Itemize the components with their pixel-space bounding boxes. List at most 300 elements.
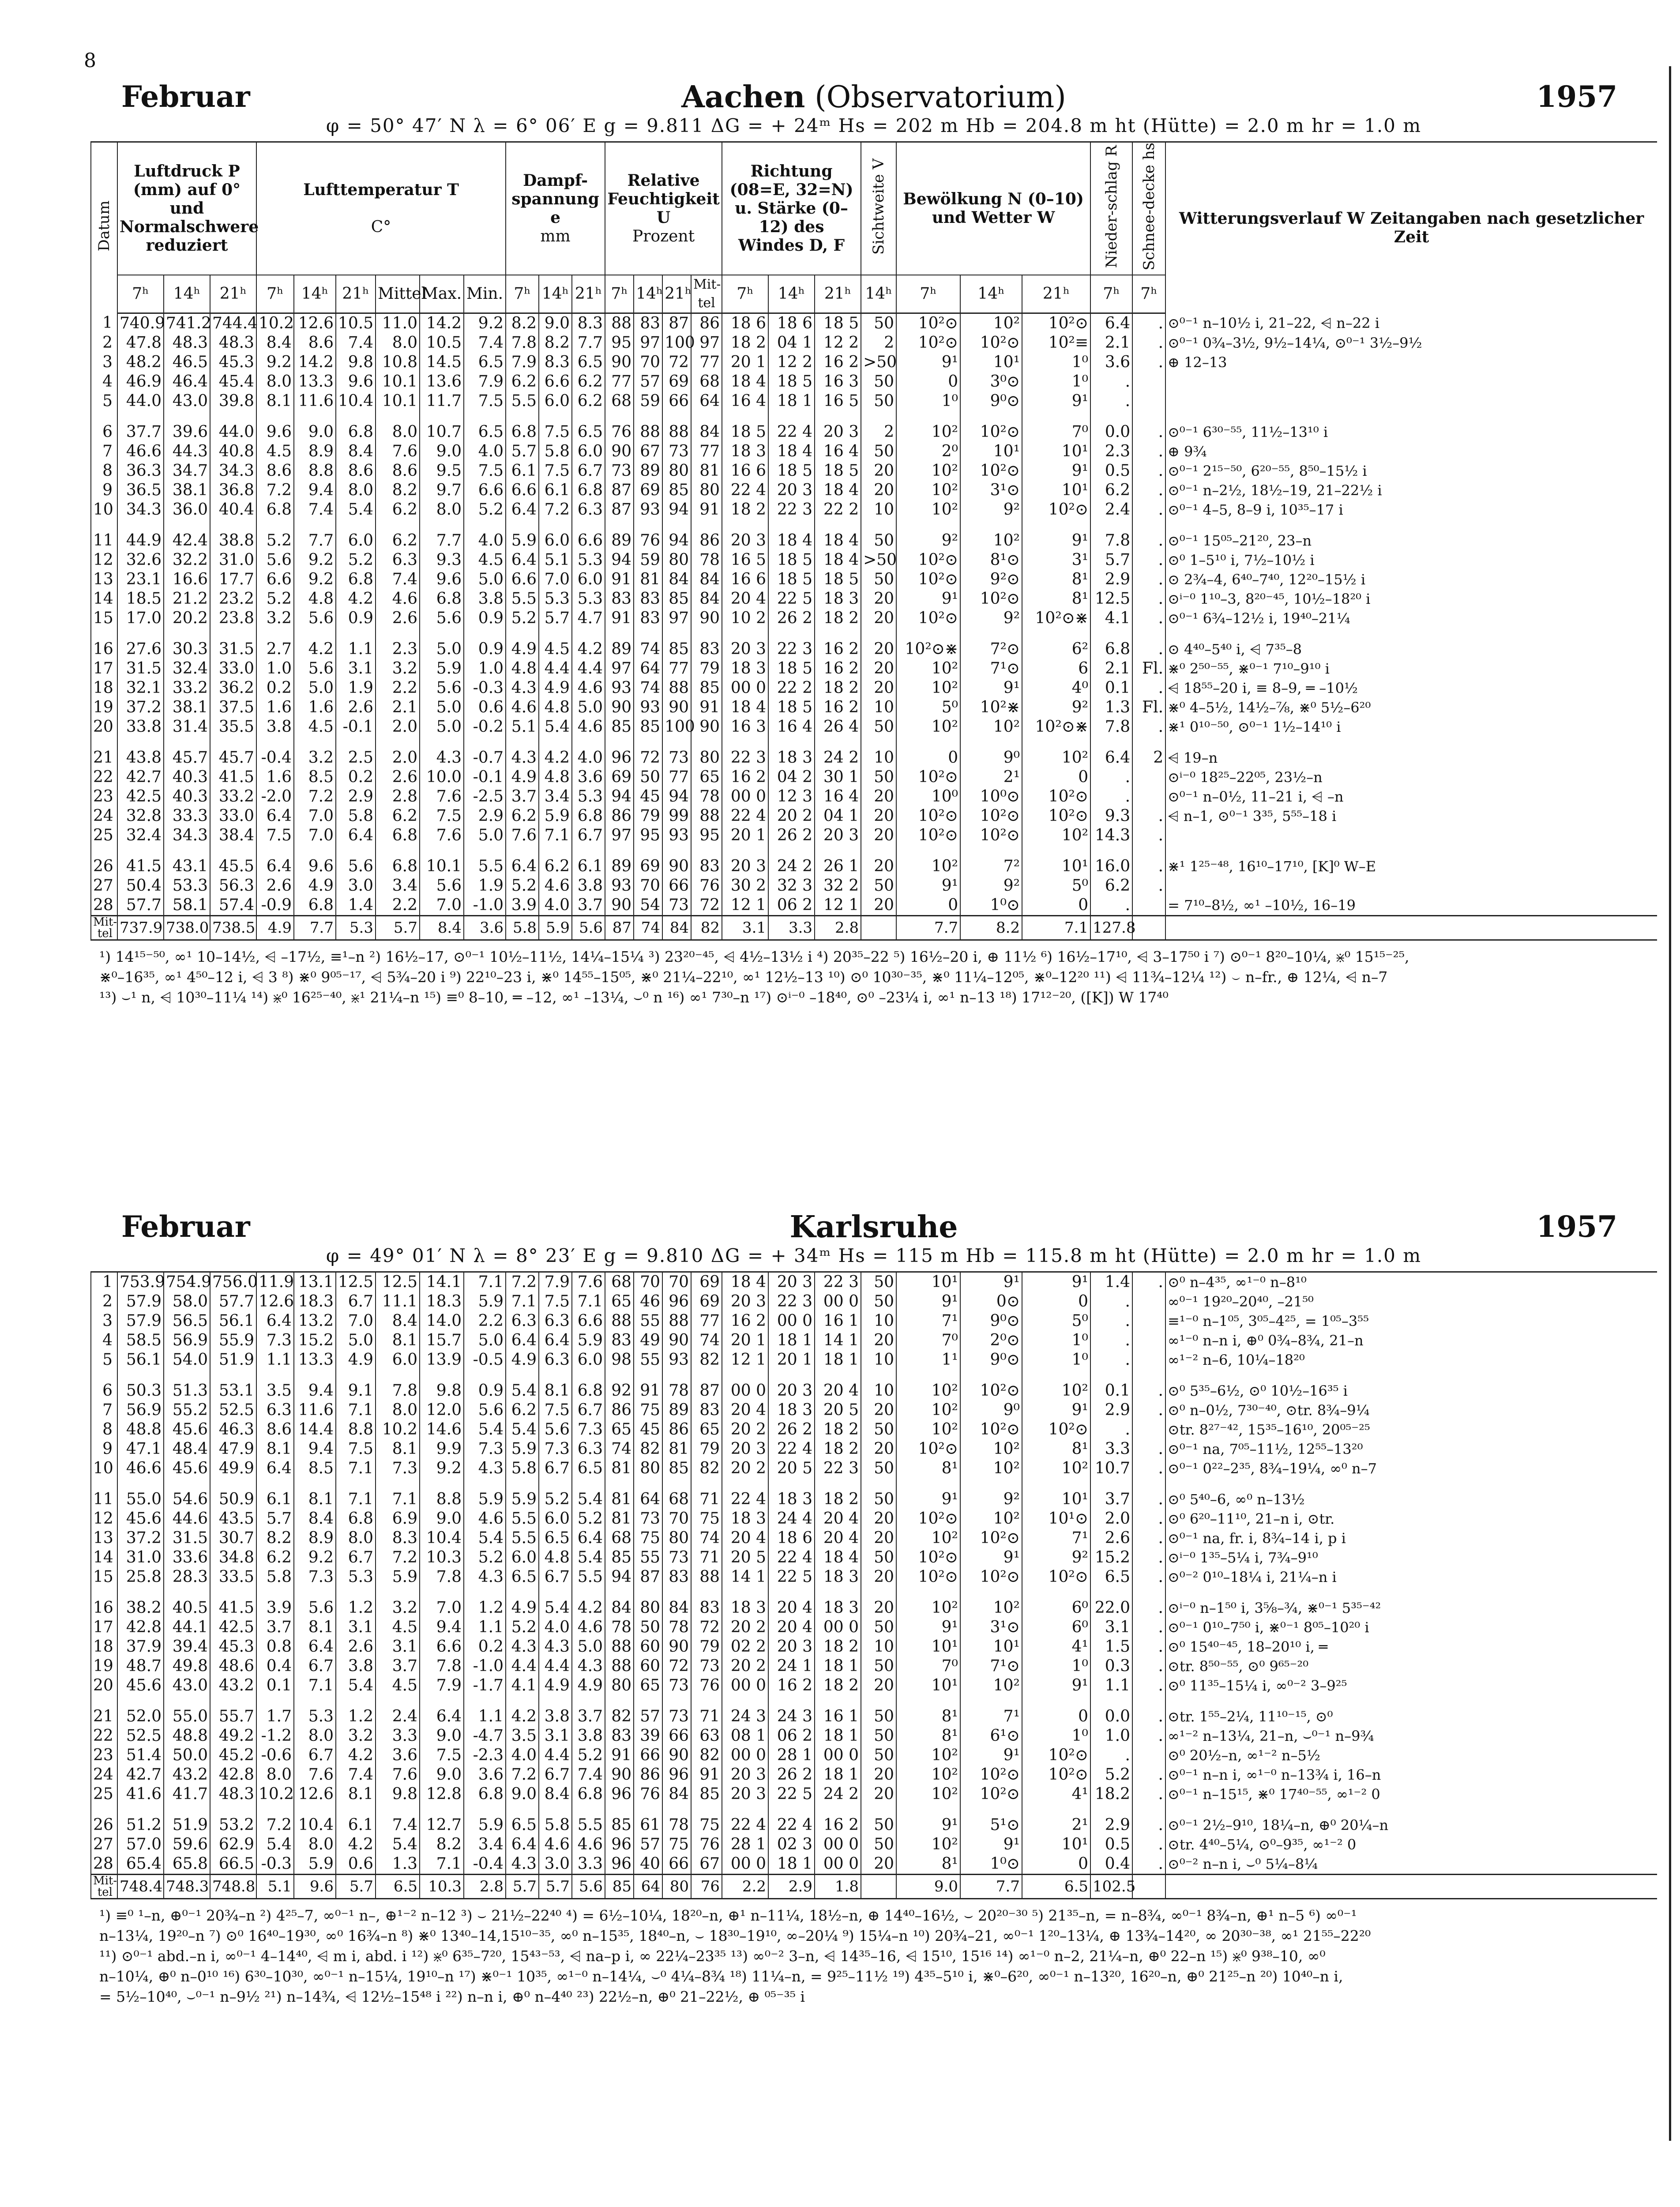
value-cell: . bbox=[1132, 333, 1165, 353]
value-cell: 60 bbox=[634, 1657, 662, 1676]
value-cell: 5.5 bbox=[506, 392, 539, 411]
day-cell: 18 bbox=[91, 678, 117, 698]
value-cell: 9¹ bbox=[960, 1835, 1022, 1854]
value-cell: 4.8 bbox=[539, 698, 572, 717]
value-cell: 34.3 bbox=[164, 826, 210, 845]
value-cell: 1.0 bbox=[464, 659, 506, 678]
value-cell: 57.7 bbox=[210, 1292, 256, 1311]
value-cell: 6⁰ bbox=[1022, 1618, 1090, 1637]
day-cell: 27 bbox=[91, 1835, 117, 1854]
value-cell: 9¹ bbox=[896, 876, 960, 896]
value-cell: 4.3 bbox=[464, 1567, 506, 1587]
table-row bbox=[91, 1272, 1657, 1292]
value-cell: 8.8 bbox=[294, 461, 336, 481]
mean-value: 737.9 bbox=[117, 915, 164, 940]
value-cell: 86 bbox=[634, 1765, 662, 1785]
value-cell: 20 3 bbox=[722, 520, 768, 550]
value-cell: 66 bbox=[662, 1854, 691, 1875]
value-cell: 90 bbox=[691, 609, 722, 628]
value-cell: . bbox=[1132, 1587, 1165, 1618]
value-cell: 8.6 bbox=[256, 1420, 294, 1439]
value-cell: 69 bbox=[691, 1292, 722, 1311]
mean-value: 7.7 bbox=[896, 915, 960, 940]
value-cell: 1⁰ bbox=[896, 392, 960, 411]
value-cell: 7.9 bbox=[506, 353, 539, 372]
value-cell: 22 4 bbox=[722, 1478, 768, 1509]
value-cell: 47.8 bbox=[117, 333, 164, 353]
value-cell: 22 4 bbox=[722, 481, 768, 500]
mean-value: 7.7 bbox=[294, 915, 336, 940]
value-cell: . bbox=[1132, 411, 1165, 442]
day-cell: 12 bbox=[91, 1509, 117, 1529]
value-cell: 7.6 bbox=[376, 442, 420, 461]
table-row bbox=[91, 628, 1657, 659]
value-cell: 8.2 bbox=[256, 1529, 294, 1548]
value-cell: 7² bbox=[960, 845, 1022, 876]
value-cell: 53.3 bbox=[164, 876, 210, 896]
value-cell: 0.1 bbox=[256, 1676, 294, 1695]
value-cell: 6.4 bbox=[539, 1331, 572, 1350]
value-cell: 80 bbox=[691, 737, 722, 768]
aachen-title-bar bbox=[90, 79, 1657, 115]
value-cell: 53.2 bbox=[210, 1804, 256, 1835]
weather-notes-cell: ⋇⁰ 2⁵⁰⁻⁵⁵, ⋇⁰⁻¹ 7¹⁰–9¹⁰ i bbox=[1165, 659, 1657, 678]
value-cell: 20 3 bbox=[722, 1765, 768, 1785]
day-cell: 6 bbox=[91, 1370, 117, 1401]
value-cell: 10²≡ bbox=[1022, 333, 1090, 353]
value-cell: 67 bbox=[691, 1854, 722, 1875]
value-cell: 6.1 bbox=[336, 1804, 376, 1835]
value-cell: 22 5 bbox=[768, 589, 815, 609]
value-cell: 20 3 bbox=[815, 411, 861, 442]
aachen-footnotes bbox=[90, 947, 1657, 1008]
value-cell: 7.4 bbox=[376, 570, 420, 589]
value-cell: 5.6 bbox=[336, 845, 376, 876]
value-cell: 8.3 bbox=[376, 1529, 420, 1548]
value-cell: 6.4 bbox=[294, 1637, 336, 1657]
value-cell: 81 bbox=[605, 1478, 634, 1509]
value-cell: 15.2 bbox=[1090, 1548, 1132, 1567]
table-row bbox=[91, 1459, 1657, 1478]
value-cell: 1.0 bbox=[256, 659, 294, 678]
value-cell: 1.4 bbox=[1090, 1272, 1132, 1292]
value-cell: 6.6 bbox=[506, 570, 539, 589]
day-cell: 10 bbox=[91, 1459, 117, 1478]
value-cell: 8.1 bbox=[376, 1331, 420, 1350]
weather-notes-cell: ⊙⁰⁻¹ 2½–9¹⁰, 18¼–n, ⊕⁰ 20¼–n bbox=[1165, 1804, 1657, 1835]
mean-value bbox=[1132, 915, 1165, 940]
day-cell: 25 bbox=[91, 826, 117, 845]
value-cell: 40 bbox=[634, 1854, 662, 1875]
value-cell: 65 bbox=[691, 1420, 722, 1439]
value-cell: 87 bbox=[605, 481, 634, 500]
value-cell: 0.0 bbox=[1090, 411, 1132, 442]
day-cell: 14 bbox=[91, 1548, 117, 1567]
weather-notes-cell: ∞¹⁻⁰ n–n i, ⊕⁰ 0¾–8¾, 21–n bbox=[1165, 1331, 1657, 1350]
value-cell: 79 bbox=[691, 1439, 722, 1459]
value-cell: 41.7 bbox=[164, 1785, 210, 1804]
mean-value: 738.5 bbox=[210, 915, 256, 940]
value-cell: 82 bbox=[634, 1439, 662, 1459]
value-cell: 80 bbox=[605, 1676, 634, 1695]
value-cell: 4.2 bbox=[294, 628, 336, 659]
value-cell: 16.6 bbox=[164, 570, 210, 589]
value-cell: 754.9 bbox=[164, 1272, 210, 1292]
value-cell: 26 2 bbox=[768, 1765, 815, 1785]
value-cell: 14.1 bbox=[420, 1272, 464, 1292]
value-cell: 33.5 bbox=[210, 1567, 256, 1587]
weather-notes-cell: ⊙tr. 1⁵⁵–2¼, 11¹⁰⁻¹⁵, ⊙⁰ bbox=[1165, 1695, 1657, 1726]
value-cell: 5.4 bbox=[256, 1835, 294, 1854]
value-cell: 20.2 bbox=[164, 609, 210, 628]
value-cell: 73 bbox=[691, 1657, 722, 1676]
value-cell: 7.8 bbox=[1090, 520, 1132, 550]
value-cell: 10 bbox=[861, 1350, 896, 1370]
value-cell: 10² bbox=[896, 411, 960, 442]
mean-value: 8.2 bbox=[960, 915, 1022, 940]
value-cell: 18 5 bbox=[815, 313, 861, 333]
value-cell: 34.8 bbox=[210, 1548, 256, 1567]
value-cell: 7.9 bbox=[539, 1272, 572, 1292]
aachen-month: Februar bbox=[121, 79, 250, 114]
value-cell: 2.2 bbox=[376, 896, 420, 916]
value-cell: 50 bbox=[861, 876, 896, 896]
value-cell: 7²⊙ bbox=[960, 628, 1022, 659]
weather-notes-cell: ∞¹⁻² n–6, 10¼–18²⁰ bbox=[1165, 1350, 1657, 1370]
value-cell: 3.1 bbox=[336, 1618, 376, 1637]
value-cell: -0.9 bbox=[256, 896, 294, 916]
value-cell: 6.4 bbox=[506, 1835, 539, 1854]
value-cell: 5.5 bbox=[506, 1509, 539, 1529]
value-cell: 6.0 bbox=[572, 1350, 605, 1370]
value-cell: 17.7 bbox=[210, 570, 256, 589]
value-cell: 9⁰ bbox=[960, 1401, 1022, 1420]
value-cell: -2.0 bbox=[256, 787, 294, 806]
value-cell: 90 bbox=[691, 717, 722, 737]
value-cell: 43.2 bbox=[210, 1676, 256, 1695]
value-cell: 1.0 bbox=[1090, 1726, 1132, 1746]
value-cell: 16 4 bbox=[768, 717, 815, 737]
value-cell bbox=[1132, 1350, 1165, 1370]
value-cell: 70 bbox=[634, 1272, 662, 1292]
value-cell: 20 3 bbox=[722, 1292, 768, 1311]
value-cell: 90 bbox=[662, 1637, 691, 1657]
value-cell: . bbox=[1132, 1567, 1165, 1587]
value-cell: 2.9 bbox=[1090, 570, 1132, 589]
value-cell: 26 2 bbox=[768, 1420, 815, 1439]
value-cell: 49.9 bbox=[210, 1459, 256, 1478]
value-cell: 10²⊙ bbox=[896, 333, 960, 353]
value-cell: 20 bbox=[861, 609, 896, 628]
value-cell: 6.0 bbox=[336, 520, 376, 550]
value-cell: 9.8 bbox=[376, 1785, 420, 1804]
value-cell: 10 2 bbox=[722, 609, 768, 628]
value-cell: 39.8 bbox=[210, 392, 256, 411]
value-cell: 9.6 bbox=[420, 570, 464, 589]
value-cell: 18 5 bbox=[815, 570, 861, 589]
value-cell: 4.0 bbox=[464, 442, 506, 461]
value-cell: . bbox=[1132, 550, 1165, 570]
value-cell: 12.5 bbox=[336, 1272, 376, 1292]
value-cell: 20 5 bbox=[768, 1459, 815, 1478]
karlsruhe-table-body bbox=[91, 1272, 1657, 1899]
value-cell: 68 bbox=[605, 392, 634, 411]
value-cell: 0.9 bbox=[464, 1370, 506, 1401]
value-cell: 96 bbox=[605, 1835, 634, 1854]
value-cell: 6.8 bbox=[572, 1370, 605, 1401]
value-cell: 10²⊙ bbox=[896, 313, 960, 333]
value-cell: 44.9 bbox=[117, 520, 164, 550]
value-cell: 10.1 bbox=[376, 372, 420, 392]
mean-value: 3.1 bbox=[722, 915, 768, 940]
day-cell: 25 bbox=[91, 1785, 117, 1804]
value-cell: 3.3 bbox=[376, 1726, 420, 1746]
value-cell: 100 bbox=[662, 333, 691, 353]
value-cell: 7.1 bbox=[420, 1854, 464, 1875]
value-cell: 4.6 bbox=[539, 1835, 572, 1854]
value-cell: 7.1 bbox=[572, 1292, 605, 1311]
value-cell: 98 bbox=[605, 1350, 634, 1370]
value-cell: 99 bbox=[662, 806, 691, 826]
value-cell: 06 2 bbox=[768, 1726, 815, 1746]
value-cell: . bbox=[1090, 1331, 1132, 1350]
value-cell: 18 1 bbox=[815, 1657, 861, 1676]
weather-notes-cell: ⊙⁰⁻¹ 0¹⁰–7⁵⁰ i, ⋇⁰⁻¹ 8⁰⁵–10²⁰ i bbox=[1165, 1618, 1657, 1637]
value-cell: 18 2 bbox=[722, 333, 768, 353]
value-cell: 46.5 bbox=[164, 353, 210, 372]
value-cell: 80 bbox=[634, 1587, 662, 1618]
value-cell: 93 bbox=[605, 876, 634, 896]
value-cell: 10²⊙⋇ bbox=[1022, 717, 1090, 737]
value-cell: 10²⊙ bbox=[960, 806, 1022, 826]
value-cell bbox=[1132, 392, 1165, 411]
value-cell: 9¹ bbox=[896, 1618, 960, 1637]
value-cell: 86 bbox=[605, 1401, 634, 1420]
value-cell: 0.8 bbox=[256, 1637, 294, 1657]
value-cell: 74 bbox=[634, 678, 662, 698]
value-cell: 8¹ bbox=[1022, 570, 1090, 589]
value-cell: 59.6 bbox=[164, 1835, 210, 1854]
value-cell: -0.3 bbox=[256, 1854, 294, 1875]
value-cell: 2.2 bbox=[464, 1311, 506, 1331]
value-cell: 9¹ bbox=[896, 353, 960, 372]
value-cell: 36.5 bbox=[117, 481, 164, 500]
day-cell: 24 bbox=[91, 806, 117, 826]
value-cell: -0.4 bbox=[256, 737, 294, 768]
value-cell: 0 bbox=[896, 737, 960, 768]
value-cell: . bbox=[1090, 768, 1132, 787]
value-cell: 55.0 bbox=[117, 1478, 164, 1509]
value-cell: 5.0 bbox=[572, 698, 605, 717]
value-cell: 18 4 bbox=[768, 520, 815, 550]
value-cell: 14 1 bbox=[815, 1331, 861, 1350]
value-cell: 8.5 bbox=[294, 768, 336, 787]
value-cell: 45.6 bbox=[164, 1459, 210, 1478]
value-cell: 3.8 bbox=[336, 1657, 376, 1676]
weather-notes-cell: ⊙⁰⁻¹ 6¾–12½ i, 19⁴⁰–21¼ bbox=[1165, 609, 1657, 628]
value-cell: 18 3 bbox=[722, 1587, 768, 1618]
value-cell: 75 bbox=[662, 1835, 691, 1854]
value-cell: 45.3 bbox=[210, 353, 256, 372]
value-cell: 45.6 bbox=[117, 1676, 164, 1695]
value-cell: . bbox=[1132, 1695, 1165, 1726]
value-cell: 73 bbox=[662, 737, 691, 768]
value-cell: 26 4 bbox=[815, 717, 861, 737]
aachen-header-bewoelkung: Bewölkung N (0–10) und Wetter W bbox=[896, 142, 1090, 275]
value-cell: 4.9 bbox=[539, 678, 572, 698]
value-cell: 756.0 bbox=[210, 1272, 256, 1292]
value-cell: 48.4 bbox=[164, 1439, 210, 1459]
value-cell: 10² bbox=[960, 1459, 1022, 1478]
value-cell: 0.1 bbox=[1090, 1370, 1132, 1401]
value-cell: 12.6 bbox=[256, 1292, 294, 1311]
value-cell: 20 4 bbox=[815, 1509, 861, 1529]
value-cell: 1.3 bbox=[1090, 698, 1132, 717]
day-cell: 24 bbox=[91, 1765, 117, 1785]
value-cell: 68 bbox=[605, 1529, 634, 1548]
value-cell: 87 bbox=[634, 1567, 662, 1587]
table-row bbox=[91, 1567, 1657, 1587]
weather-notes-cell: ⩤ n–1, ⊙⁰⁻¹ 3³⁵, 5⁵⁵–18 i bbox=[1165, 806, 1657, 826]
value-cell: 3.7 bbox=[376, 1657, 420, 1676]
value-cell: 8.9 bbox=[294, 1529, 336, 1548]
value-cell: 20 bbox=[861, 1509, 896, 1529]
value-cell: 18 1 bbox=[815, 1350, 861, 1370]
value-cell: 5.0 bbox=[572, 1637, 605, 1657]
value-cell: 36.8 bbox=[210, 481, 256, 500]
value-cell: 18 5 bbox=[768, 570, 815, 589]
value-cell: 7.9 bbox=[464, 372, 506, 392]
value-cell: 79 bbox=[691, 1637, 722, 1657]
value-cell: 33.2 bbox=[164, 678, 210, 698]
value-cell: . bbox=[1132, 678, 1165, 698]
weather-notes-cell: ⊙ⁱ⁻⁰ 18²⁵–22⁰⁵, 23½–n bbox=[1165, 768, 1657, 787]
value-cell: 76 bbox=[605, 411, 634, 442]
value-cell: 5.2 bbox=[572, 1746, 605, 1765]
value-cell: 10²⊙ bbox=[960, 1370, 1022, 1401]
footnote-line: ¹³) ⌣¹ n, ⩤ 10³⁰–11¼ ¹⁴) ⋇⁰ 16²⁵⁻⁴⁰, ⋇¹ 21¼–n ¹⁵) ≡⁰ 8–10, ═ –12, ∞¹ –13¼, ⌣⁰ n ¹⁶) ∞¹ 7³⁰–n ¹⁷) ⊙ⁱ⁻⁰ –18⁴⁰, ⊙⁰ –23¼ i, ∞¹ n–13 ¹⁸) 17¹²⁻²⁰, ([K]) W 17⁴⁰ bbox=[99, 988, 1169, 1006]
value-cell: 6.3 bbox=[572, 1439, 605, 1459]
mean-value: 2.9 bbox=[768, 1875, 815, 1899]
day-cell: 26 bbox=[91, 845, 117, 876]
value-cell: 9.2 bbox=[420, 1459, 464, 1478]
value-cell: 86 bbox=[605, 806, 634, 826]
value-cell: 65 bbox=[691, 768, 722, 787]
value-cell: 80 bbox=[634, 1459, 662, 1478]
value-cell: 5.3 bbox=[572, 550, 605, 570]
value-cell: 10.1 bbox=[420, 845, 464, 876]
value-cell: 13.3 bbox=[294, 1350, 336, 1370]
value-cell: 18 3 bbox=[722, 442, 768, 461]
mean-value bbox=[861, 1875, 896, 1899]
value-cell: 6.7 bbox=[572, 1401, 605, 1420]
value-cell: 2.5 bbox=[336, 737, 376, 768]
table-row bbox=[91, 520, 1657, 550]
value-cell: 45.7 bbox=[210, 737, 256, 768]
value-cell: 6.4 bbox=[256, 845, 294, 876]
value-cell: 78 bbox=[605, 1618, 634, 1637]
value-cell: 94 bbox=[605, 1567, 634, 1587]
value-cell: 3.5 bbox=[256, 1370, 294, 1401]
value-cell: 740.9 bbox=[117, 313, 164, 333]
value-cell: 91 bbox=[634, 1370, 662, 1401]
value-cell: 08 1 bbox=[722, 1726, 768, 1746]
value-cell: 31.5 bbox=[117, 659, 164, 678]
value-cell: 10² bbox=[896, 659, 960, 678]
value-cell: 6.7 bbox=[572, 461, 605, 481]
value-cell: 5.6 bbox=[539, 1420, 572, 1439]
value-cell: 45.6 bbox=[164, 1420, 210, 1439]
value-cell: 27.6 bbox=[117, 628, 164, 659]
value-cell: 52.0 bbox=[117, 1695, 164, 1726]
value-cell: 2¹ bbox=[1022, 1804, 1090, 1835]
value-cell: 20 bbox=[861, 1439, 896, 1459]
value-cell: 5.5 bbox=[506, 1529, 539, 1548]
value-cell: . bbox=[1132, 1439, 1165, 1459]
value-cell: . bbox=[1132, 481, 1165, 500]
value-cell: 74 bbox=[691, 1331, 722, 1350]
value-cell: 28.3 bbox=[164, 1567, 210, 1587]
value-cell: 22 3 bbox=[768, 628, 815, 659]
value-cell: 3.8 bbox=[464, 589, 506, 609]
value-cell: 6.8 bbox=[420, 589, 464, 609]
value-cell: 9² bbox=[1022, 698, 1090, 717]
value-cell: 5.9 bbox=[420, 659, 464, 678]
value-cell: 97 bbox=[634, 333, 662, 353]
mean-value: 748.4 bbox=[117, 1875, 164, 1899]
value-cell: . bbox=[1132, 520, 1165, 550]
value-cell: 1.5 bbox=[1090, 1637, 1132, 1657]
value-cell: 4.3 bbox=[420, 737, 464, 768]
value-cell: 58.0 bbox=[164, 1292, 210, 1311]
value-cell: 18 6 bbox=[768, 313, 815, 333]
value-cell: 81 bbox=[662, 1439, 691, 1459]
value-cell: 85 bbox=[691, 678, 722, 698]
value-cell: 46.3 bbox=[210, 1420, 256, 1439]
value-cell: 26 2 bbox=[768, 609, 815, 628]
value-cell: 4.2 bbox=[572, 1587, 605, 1618]
value-cell: 1.1 bbox=[464, 1695, 506, 1726]
table-row bbox=[91, 1587, 1657, 1618]
value-cell: 6⁰ bbox=[1022, 1587, 1090, 1618]
value-cell: 6.8 bbox=[572, 1785, 605, 1804]
weather-notes-cell: ⊙⁰⁻² n–n i, ⌣⁰ 5¼–8¼ bbox=[1165, 1854, 1657, 1875]
value-cell: 5.1 bbox=[539, 550, 572, 570]
value-cell: 55.0 bbox=[164, 1695, 210, 1726]
value-cell: 8.1 bbox=[256, 392, 294, 411]
value-cell: 9.6 bbox=[256, 411, 294, 442]
value-cell: 6.5 bbox=[506, 1804, 539, 1835]
value-cell: 00 0 bbox=[815, 1854, 861, 1875]
value-cell: 5.4 bbox=[506, 1370, 539, 1401]
value-cell: 20 2 bbox=[768, 806, 815, 826]
value-cell: 88 bbox=[662, 411, 691, 442]
value-cell: 18 3 bbox=[815, 1587, 861, 1618]
value-cell: -0.6 bbox=[256, 1746, 294, 1765]
value-cell: 93 bbox=[605, 678, 634, 698]
value-cell: 6.9 bbox=[376, 1509, 420, 1529]
value-cell: 5⁰ bbox=[1022, 1311, 1090, 1331]
value-cell: 80 bbox=[662, 1529, 691, 1548]
table-row bbox=[91, 787, 1657, 806]
value-cell: 4.9 bbox=[506, 768, 539, 787]
value-cell: 64 bbox=[634, 659, 662, 678]
value-cell: 94 bbox=[662, 787, 691, 806]
value-cell: 9² bbox=[1022, 1548, 1090, 1567]
value-cell: 10² bbox=[896, 1835, 960, 1854]
value-cell: 43.5 bbox=[210, 1509, 256, 1529]
mean-value: 9.0 bbox=[896, 1875, 960, 1899]
